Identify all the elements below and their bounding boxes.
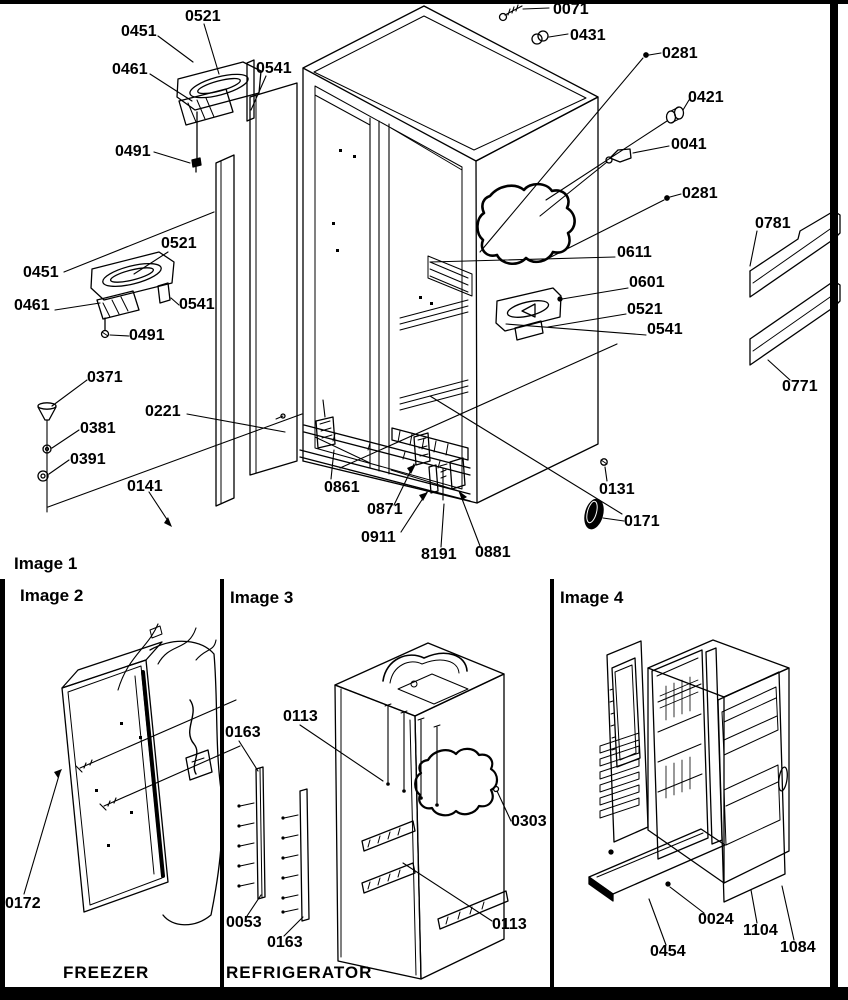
trim-rails-drawing	[750, 211, 840, 380]
part-label-0163-b: 0163	[267, 934, 303, 951]
part-label-0541: 0541	[256, 60, 292, 77]
lower-hinge-drawing	[55, 212, 214, 338]
part-label-0281-b: 0281	[682, 185, 718, 202]
part-label-0454: 0454	[650, 943, 686, 960]
part-label-8191: 8191	[421, 546, 457, 563]
image1-title: Image 1	[14, 554, 78, 573]
image3-title: Image 3	[230, 588, 294, 607]
part-label-0171: 0171	[624, 513, 660, 530]
part-label-0041: 0041	[671, 136, 707, 153]
part-label-0071: 0071	[553, 1, 589, 18]
part-label-0461: 0461	[112, 61, 148, 78]
part-label-0131: 0131	[599, 481, 635, 498]
section-divider-horizontal	[0, 0, 848, 4]
image4-title: Image 4	[560, 588, 624, 607]
part-label-0521-c: 0521	[161, 235, 197, 252]
part-label-0391: 0391	[70, 451, 106, 468]
freezer-door-drawing	[24, 624, 240, 925]
part-label-0871: 0871	[367, 501, 403, 518]
part-label-0861: 0861	[324, 479, 360, 496]
part-label-0431: 0431	[570, 27, 606, 44]
part-label-0281: 0281	[662, 45, 698, 62]
part-label-0113: 0113	[283, 708, 318, 725]
drain-funnel-drawing	[38, 380, 87, 512]
part-label-0541-c: 0541	[179, 296, 215, 313]
border-left-bottom	[0, 579, 5, 1000]
part-label-0451: 0451	[121, 23, 157, 40]
part-label-0881: 0881	[475, 544, 511, 561]
image2-title: Image 2	[20, 586, 84, 605]
part-label-0521-b: 0521	[627, 301, 663, 318]
part-label-0451-b: 0451	[23, 264, 59, 281]
mullion-screws	[240, 803, 298, 912]
part-label-0521: 0521	[185, 8, 221, 25]
border-bottom	[0, 987, 848, 1000]
freezer-caption: FREEZER	[63, 963, 150, 982]
panel-divider-1	[220, 579, 224, 988]
panel-divider-2	[550, 579, 554, 988]
door-shelving-drawing	[589, 640, 794, 945]
part-label-0911: 0911	[361, 529, 396, 546]
back-panel-holes	[332, 149, 433, 305]
part-label-0491-b: 0491	[129, 327, 165, 344]
part-label-0771: 0771	[782, 378, 818, 395]
part-label-0053: 0053	[226, 914, 262, 931]
part-label-1084: 1084	[780, 939, 816, 956]
top-hinge-drawing	[150, 24, 266, 172]
part-label-0141: 0141	[127, 478, 163, 495]
left-panels	[216, 83, 297, 506]
part-label-0541-b: 0541	[647, 321, 683, 338]
refrigerator-cabinet-drawing	[237, 643, 511, 979]
part-label-0163: 0163	[225, 724, 261, 741]
border-right	[830, 0, 838, 1000]
part-label-0221: 0221	[145, 403, 181, 420]
refrigerator-caption: REFRIGERATOR	[226, 963, 373, 982]
part-label-0421: 0421	[688, 89, 724, 106]
part-label-0303: 0303	[511, 813, 547, 830]
part-label-0611: 0611	[617, 244, 652, 261]
part-label-0172: 0172	[5, 895, 41, 912]
part-label-0371: 0371	[87, 369, 123, 386]
part-label-0113-b: 0113	[492, 916, 527, 933]
part-label-0781: 0781	[755, 215, 791, 232]
part-label-0381: 0381	[80, 420, 116, 437]
part-label-0461-b: 0461	[14, 297, 50, 314]
part-label-1104: 1104	[743, 922, 778, 939]
part-label-0491: 0491	[115, 143, 151, 160]
part-label-0024: 0024	[698, 911, 734, 928]
part-label-0601: 0601	[629, 274, 665, 291]
